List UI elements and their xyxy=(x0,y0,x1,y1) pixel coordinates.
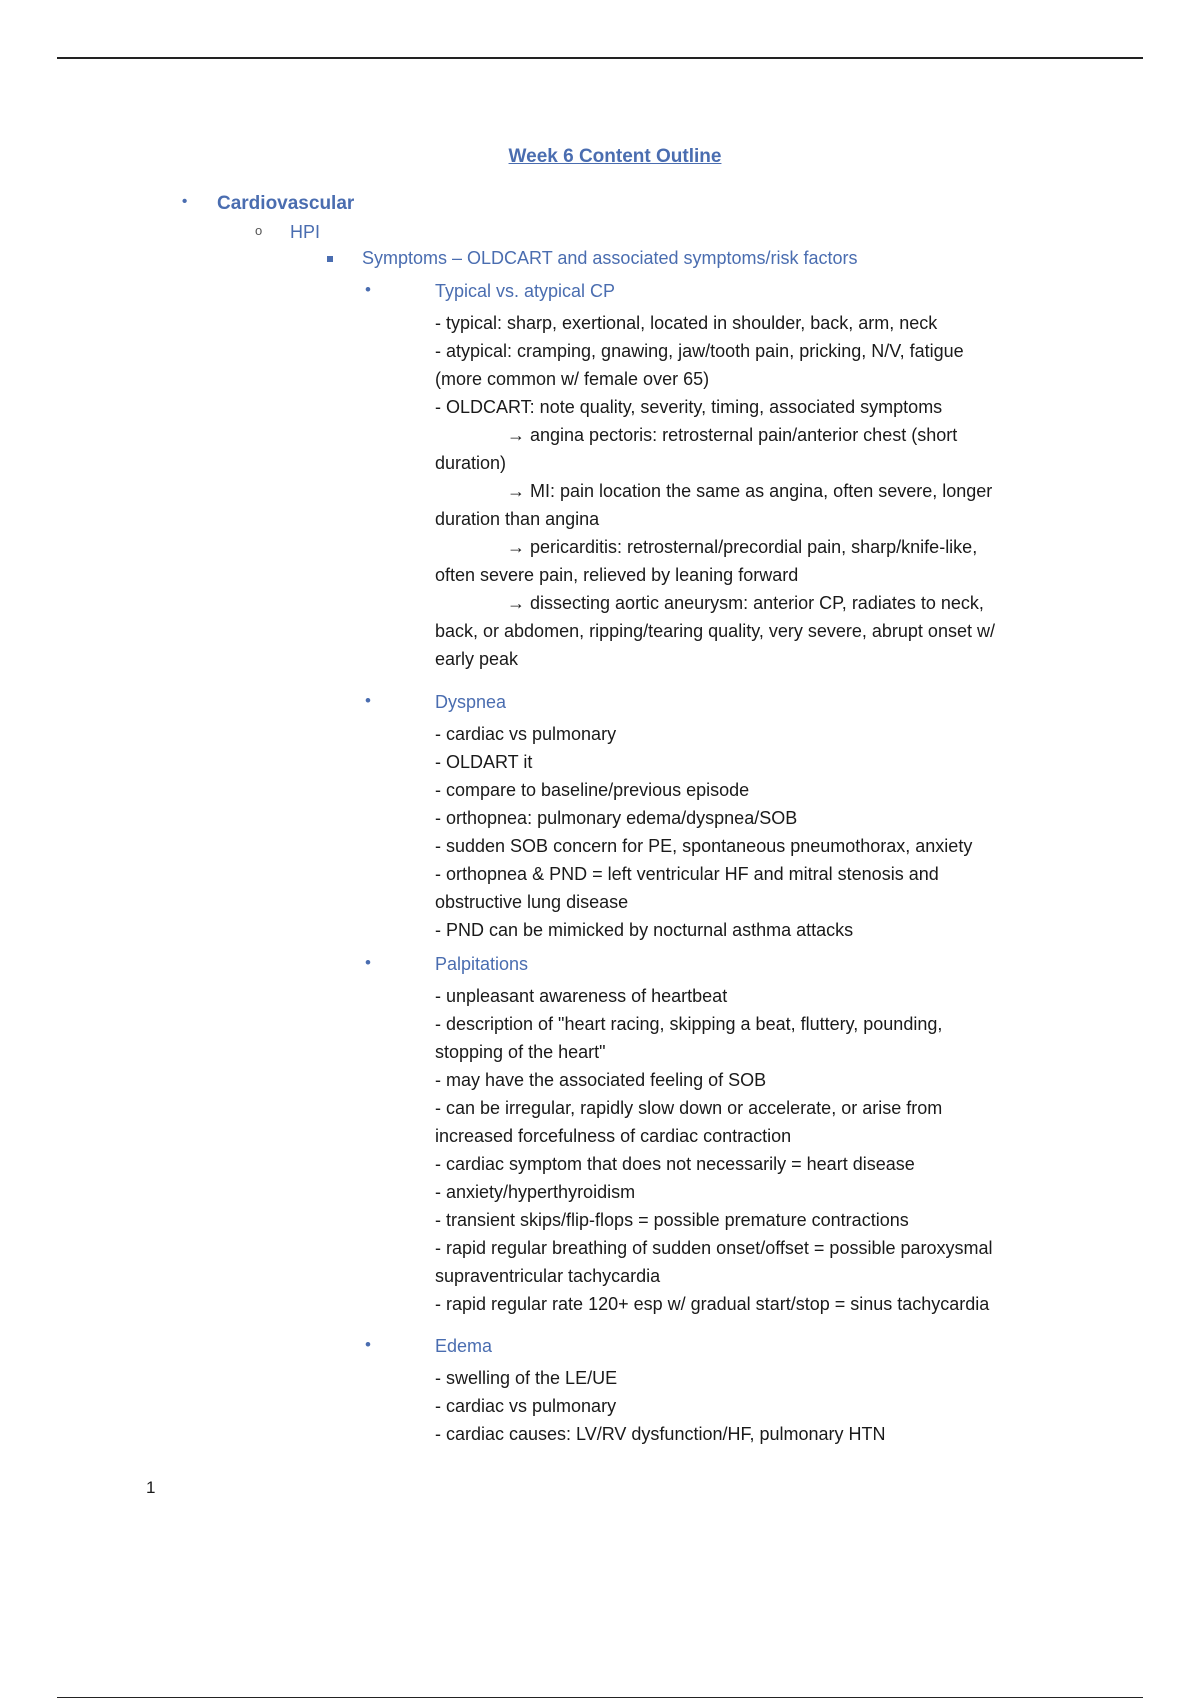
list-item: back, or abdomen, ripping/tearing quality, very severe, abrupt onset w/ xyxy=(435,621,995,641)
list-item: - anxiety/hyperthyroidism xyxy=(435,1182,636,1202)
bullet-icon: • xyxy=(182,193,188,210)
section-palpitations xyxy=(365,953,1100,1318)
top-rule xyxy=(57,57,1143,59)
list-item: - sudden SOB concern for PE, spontaneous pneumothorax, anxiety xyxy=(435,836,973,856)
list-item: early peak xyxy=(435,649,519,669)
bottom-rule xyxy=(57,1697,1143,1698)
bullet-icon: • xyxy=(365,1335,371,1354)
section-heading xyxy=(365,691,1100,720)
list-item: often severe pain, relieved by leaning forward xyxy=(435,565,799,585)
list-item: - orthopnea: pulmonary edema/dyspnea/SOB xyxy=(435,808,798,828)
list-item: - atypical: cramping, gnawing, jaw/tooth pain, pricking, N/V, fatigue xyxy=(435,341,964,361)
section-heading xyxy=(365,280,1100,309)
section-lines xyxy=(435,720,1100,944)
list-item: duration) xyxy=(435,453,507,473)
list-item: obstructive lung disease xyxy=(435,892,629,912)
list-item: increased forcefulness of cardiac contraction xyxy=(435,1126,792,1146)
list-item: - PND can be mimicked by nocturnal asthma attacks xyxy=(435,920,854,940)
section-typical-atypical-cp xyxy=(365,280,1100,673)
level3-label: Symptoms – OLDCART and associated symptoms/risk factors xyxy=(362,248,858,268)
section-lines xyxy=(435,1364,1100,1448)
list-item: → pericarditis: retrosternal/precordial pain, sharp/knife-like, xyxy=(507,537,978,557)
list-item: - OLDART it xyxy=(435,752,533,772)
list-item: - swelling of the LE/UE xyxy=(435,1368,618,1388)
list-item: duration than angina xyxy=(435,509,600,529)
circle-bullet-icon: o xyxy=(255,223,263,238)
list-item: - transient skips/flip-flops = possible premature contractions xyxy=(435,1210,909,1230)
section-dyspnea xyxy=(365,691,1100,944)
section-heading xyxy=(365,953,1100,982)
list-item: - orthopnea & PND = left ventricular HF and mitral stenosis and xyxy=(435,864,939,884)
list-item: - cardiac symptom that does not necessarily = heart disease xyxy=(435,1154,915,1174)
list-item: - cardiac causes: LV/RV dysfunction/HF, pulmonary HTN xyxy=(435,1424,886,1444)
section-heading xyxy=(365,1335,1100,1364)
bullet-icon: • xyxy=(365,280,371,299)
list-item: → MI: pain location the same as angina, often severe, longer xyxy=(507,481,993,501)
list-item: - rapid regular breathing of sudden onset/offset = possible paroxysmal xyxy=(435,1238,993,1258)
list-item: - typical: sharp, exertional, located in shoulder, back, arm, neck xyxy=(435,313,938,333)
bullet-icon: • xyxy=(365,691,371,710)
page-number: 1 xyxy=(146,1478,156,1497)
list-item: - compare to baseline/previous episode xyxy=(435,780,750,800)
list-item: (more common w/ female over 65) xyxy=(435,369,710,389)
section-heading-label: Dyspnea xyxy=(435,692,507,712)
level2-label: HPI xyxy=(290,222,321,242)
list-item: - can be irregular, rapidly slow down or accelerate, or arise from xyxy=(435,1098,943,1118)
section-lines xyxy=(435,309,1100,673)
list-item: - rapid regular rate 120+ esp w/ gradual start/stop = sinus tachycardia xyxy=(435,1294,990,1314)
list-item: - cardiac vs pulmonary xyxy=(435,724,617,744)
list-item: - cardiac vs pulmonary xyxy=(435,1396,617,1416)
square-bullet-icon xyxy=(327,256,333,262)
section-heading-label: Palpitations xyxy=(435,954,529,974)
section-heading-label: Edema xyxy=(435,1336,493,1356)
list-item: supraventricular tachycardia xyxy=(435,1266,661,1286)
list-item: → angina pectoris: retrosternal pain/anterior chest (short xyxy=(507,425,958,445)
list-item: stopping of the heart" xyxy=(435,1042,606,1062)
level1-label: Cardiovascular xyxy=(217,193,355,214)
list-item: - OLDCART: note quality, severity, timing, associated symptoms xyxy=(435,397,943,417)
page-title: Week 6 Content Outline xyxy=(508,146,722,167)
list-item: - may have the associated feeling of SOB xyxy=(435,1070,767,1090)
list-item: - unpleasant awareness of heartbeat xyxy=(435,986,728,1006)
bullet-icon: • xyxy=(365,953,371,972)
list-item: - description of "heart racing, skipping a beat, fluttery, pounding, xyxy=(435,1014,943,1034)
section-heading-label: Typical vs. atypical CP xyxy=(435,281,616,301)
section-lines xyxy=(435,982,1100,1318)
list-item: → dissecting aortic aneurysm: anterior CP, radiates to neck, xyxy=(507,593,984,613)
section-edema xyxy=(365,1335,1100,1448)
